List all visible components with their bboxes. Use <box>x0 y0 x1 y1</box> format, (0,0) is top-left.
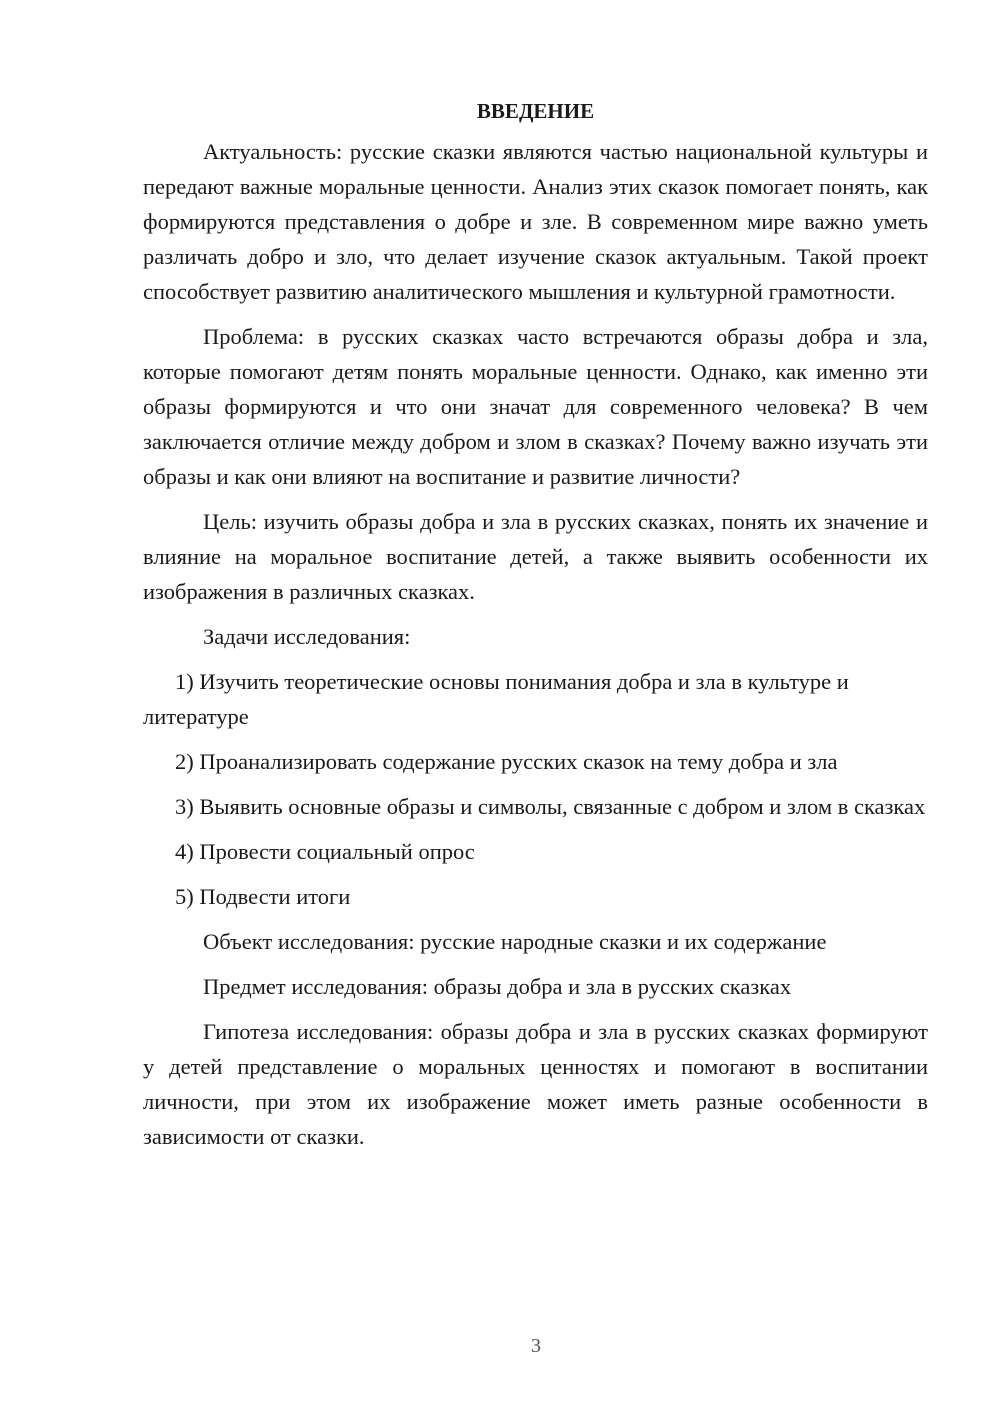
subject-paragraph: Предмет исследования: образы добра и зла в русских сказках <box>203 974 792 999</box>
task-item-3: 3) Выявить основные образы и символы, связанные с добром и злом в сказках <box>175 794 926 819</box>
relevance-paragraph: Актуальность: русские сказки являются частью национальной культуры и передают важные моральные ценности. Анализ этих сказок помогает понять, как формируются представления о добре и зле. В современном мире важно уметь различать добро и зло, что делает изучение сказок актуальным. Такой проект способствует развитию аналитического мышления и культурной грамотности. <box>143 139 928 304</box>
object-paragraph: Объект исследования: русские народные сказки и их содержание <box>203 929 827 954</box>
tasks-heading: Задачи исследования: <box>203 624 411 649</box>
task-item-2: 2) Проанализировать содержание русских сказок на тему добра и зла <box>175 749 838 774</box>
task-item-4: 4) Провести социальный опрос <box>175 839 475 864</box>
page-title: ВВЕДЕНИЕ <box>476 99 595 123</box>
problem-paragraph: Проблема: в русских сказках часто встречаются образы добра и зла, которые помогают детям понять моральные ценности. Однако, как именно эти образы формируются и что они значат для современного человека? В чем заключается отличие между добром и злом в сказках? Почему важно изучать эти образы и как они влияют на воспитание и развитие личности? <box>143 324 928 489</box>
task-item-5: 5) Подвести итоги <box>175 884 351 909</box>
goal-paragraph: Цель: изучить образы добра и зла в русских сказках, понять их значение и влияние на моральное воспитание детей, а также выявить особенности их изображения в различных сказках. <box>143 509 928 604</box>
task-item-1: 1) Изучить теоретические основы понимания добра и зла в культуре и литературе <box>143 669 849 729</box>
page-body <box>143 96 928 1164</box>
page-number: 3 <box>531 1335 541 1357</box>
hypothesis-paragraph: Гипотеза исследования: образы добра и зла в русских сказках формируют у детей представление о моральных ценностях и помогают в воспитании личности, при этом их изображение может иметь разные особенности в зависимости от сказки. <box>143 1019 928 1149</box>
